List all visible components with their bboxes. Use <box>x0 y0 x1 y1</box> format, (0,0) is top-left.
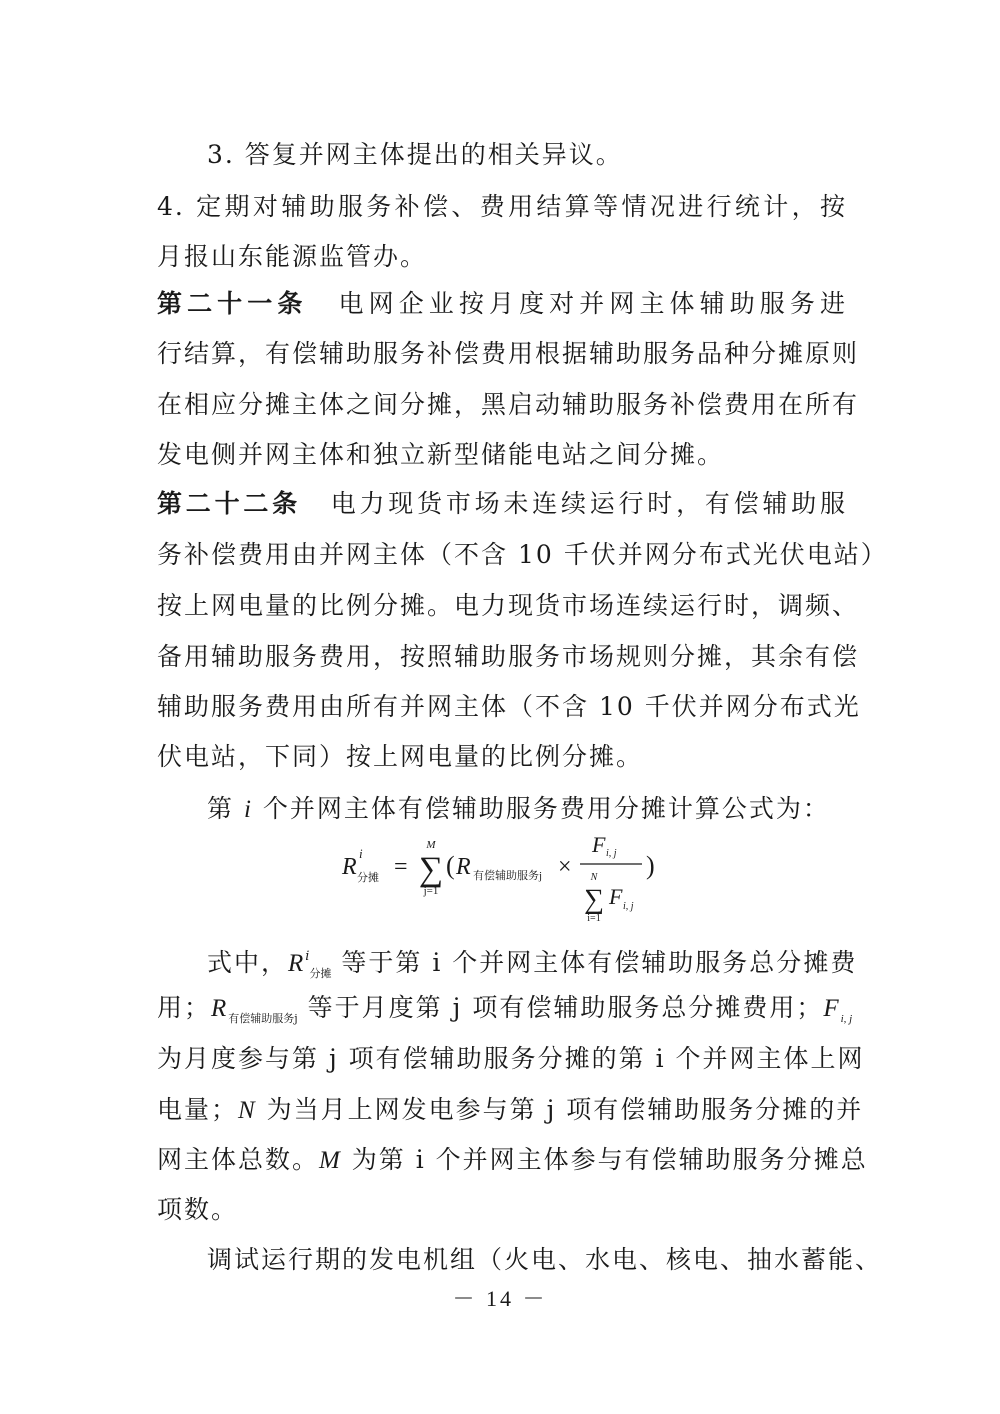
page-number: － 14 － <box>452 1286 548 1311</box>
definition-line: 网主体总数。M 为第 i 个并网主体参与有偿辅助服务分摊总 <box>157 1145 868 1174</box>
article-22-line: 辅助服务费用由所有并网主体（不含 10 千伏并网分布式光 <box>157 692 861 721</box>
definition-line: 式中，$R^i_{分摊}$ 等于第 i 个并网主体有偿辅助服务总分摊费 <box>207 948 858 980</box>
formula-den-sum-sign: ∑ <box>584 884 604 915</box>
formula-den-var: F <box>609 884 623 909</box>
formula-sum-lower: j=1 <box>423 885 439 897</box>
formula-close-paren: ) <box>646 851 655 880</box>
formula-sum-upper: M <box>426 839 436 851</box>
formula-intro: 第 i 个并网主体有偿辅助服务费用分摊计算公式为： <box>207 794 830 823</box>
article-22-line: 伏电站，下同）按上网电量的比例分摊。 <box>157 742 644 771</box>
definition-line: 电量；N 为当月上网发电参与第 j 项有偿辅助服务分摊的并 <box>157 1095 864 1124</box>
article-21-title: 第二十一条 <box>157 289 308 318</box>
article-21-line: 行结算，有偿辅助服务补偿费用根据辅助服务品种分摊原则 <box>157 339 860 368</box>
item-3-text: 3. 答复并网主体提出的相关异议。 <box>207 140 623 169</box>
formula-open-paren: ( <box>446 851 455 880</box>
item-4-line: 月报山东能源监管办。 <box>157 242 428 271</box>
formula-lhs-sup: i <box>359 846 363 861</box>
last-paragraph-line: 调试运行期的发电机组（火电、水电、核电、抽水蓄能、 <box>207 1245 883 1274</box>
allocation-formula <box>330 834 670 924</box>
formula-lhs-sub: 分摊 <box>357 872 379 884</box>
article-22-line: 务补偿费用由并网主体（不含 10 千伏并网分布式光伏电站） <box>157 540 888 569</box>
article-22-line: 备用辅助服务费用，按照辅助服务市场规则分摊，其余有偿 <box>157 642 860 671</box>
definition-line: 为月度参与第 j 项有偿辅助服务分摊的第 i 个并网主体上网 <box>157 1044 865 1073</box>
formula-num-var: F <box>592 834 606 857</box>
article-22-line <box>157 487 847 521</box>
formula-equals: = <box>394 854 408 880</box>
item-4-line: 4. 定期对辅助服务补偿、费用结算等情况进行统计，按 <box>157 192 847 221</box>
article-21-line: 发电侧并网主体和独立新型储能电站之间分摊。 <box>157 440 725 469</box>
formula-den-upper: N <box>590 872 598 883</box>
article-21-line <box>157 287 847 321</box>
formula-times: × <box>558 854 572 880</box>
formula-r-sub: 有偿辅助服务j <box>473 870 543 882</box>
definition-line: 项数。 <box>157 1195 239 1224</box>
formula-den-lower: i=1 <box>587 913 601 924</box>
formula-lhs-var: R <box>342 854 357 880</box>
article-22-title: 第二十二条 <box>157 489 301 518</box>
formula-den-sub: i, j <box>623 901 634 912</box>
article-22-line: 按上网电量的比例分摊。电力现货市场连续运行时，调频、 <box>157 591 860 620</box>
article-22-text: 电力现货市场未连续运行时，有偿辅助服 <box>328 489 847 518</box>
formula-num-sub: i, j <box>606 848 617 859</box>
article-21-text: 电网企业按月度对并网主体辅助服务进 <box>335 289 847 318</box>
formula-r-var: R <box>456 854 471 880</box>
definition-line: 用；$R_{有偿辅助服务j}$ 等于月度第 j 项有偿辅助服务总分摊费用；$F_{i, j}$ <box>157 993 853 1025</box>
formula-sum-sign: ∑ <box>418 851 444 888</box>
article-21-line: 在相应分摊主体之间分摊，黑启动辅助服务补偿费用在所有 <box>157 390 860 419</box>
